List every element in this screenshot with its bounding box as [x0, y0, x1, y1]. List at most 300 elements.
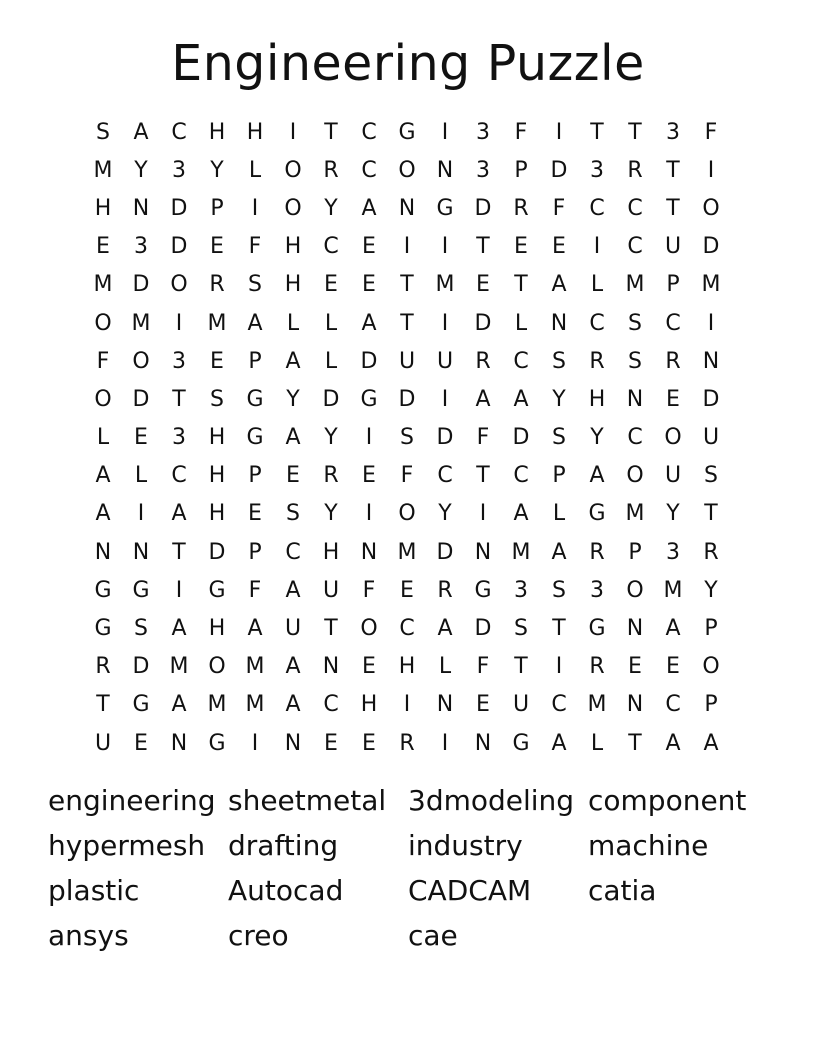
grid-letter: L	[552, 501, 566, 527]
grid-row	[84, 724, 730, 762]
search-word: machine	[588, 829, 709, 862]
grid-row	[84, 571, 730, 609]
grid-letter: G	[474, 577, 492, 603]
grid-letter: M	[625, 272, 645, 298]
grid-letter: M	[625, 501, 645, 527]
grid-letter: P	[628, 539, 642, 565]
grid-letter: A	[133, 119, 149, 145]
grid-letter: M	[701, 272, 721, 298]
grid-letter: O	[284, 157, 302, 183]
grid-letter: A	[361, 195, 377, 221]
grid-letter: E	[248, 501, 262, 527]
grid-letter: A	[285, 348, 301, 374]
search-word: CADCAM	[408, 874, 532, 907]
grid-letter: A	[703, 730, 719, 756]
grid-letter: O	[702, 654, 720, 680]
search-word: hypermesh	[48, 829, 206, 862]
grid-letter: C	[627, 425, 643, 451]
grid-letter: R	[627, 157, 643, 183]
grid-letter: C	[171, 463, 187, 489]
grid-letter: F	[362, 577, 376, 603]
grid-letter: E	[362, 654, 376, 680]
grid-letter: P	[514, 157, 528, 183]
grid-letter: S	[210, 386, 224, 412]
grid-letter: I	[137, 501, 145, 527]
grid-letter: G	[208, 730, 226, 756]
grid-letter: O	[132, 348, 150, 374]
grid-letter: E	[666, 386, 680, 412]
grid-letter: H	[322, 539, 340, 565]
grid-letter: P	[210, 195, 224, 221]
grid-letter: S	[514, 616, 528, 642]
grid-letter: Y	[438, 501, 452, 527]
grid-letter: T	[324, 616, 338, 642]
grid-letter: 3	[172, 157, 186, 183]
grid-letter: O	[664, 425, 682, 451]
grid-letter: T	[400, 272, 414, 298]
grid-letter: R	[589, 654, 605, 680]
grid-letter: E	[362, 463, 376, 489]
grid-letter: O	[284, 195, 302, 221]
grid-letter: M	[663, 577, 683, 603]
grid-letter: L	[438, 654, 452, 680]
grid-letter: C	[665, 692, 681, 718]
grid-letter: T	[172, 539, 186, 565]
grid-letter: D	[436, 539, 454, 565]
grid-letter: R	[209, 272, 225, 298]
grid-row	[84, 419, 730, 457]
grid-letter: A	[247, 616, 263, 642]
grid-letter: T	[628, 730, 642, 756]
grid-letter: Y	[324, 425, 338, 451]
grid-letter: D	[132, 654, 150, 680]
grid-row	[84, 266, 730, 304]
search-word: cae	[408, 919, 458, 952]
grid-letter: Y	[324, 501, 338, 527]
grid-letter: U	[436, 348, 454, 374]
grid-letter: N	[398, 195, 416, 221]
grid-letter: M	[131, 310, 151, 336]
grid-letter: D	[208, 539, 226, 565]
grid-letter: Y	[210, 157, 224, 183]
grid-letter: S	[552, 425, 566, 451]
grid-letter: C	[285, 539, 301, 565]
grid-letter: A	[171, 501, 187, 527]
grid-letter: I	[441, 386, 449, 412]
grid-letter: I	[175, 577, 183, 603]
grid-letter: N	[132, 195, 150, 221]
grid-row	[84, 113, 730, 151]
grid-letter: D	[360, 348, 378, 374]
grid-letter: T	[172, 386, 186, 412]
grid-letter: A	[285, 577, 301, 603]
search-word: industry	[408, 829, 523, 862]
grid-letter: Y	[324, 195, 338, 221]
grid-letter: G	[398, 119, 416, 145]
grid-letter: O	[398, 501, 416, 527]
grid-letter: R	[475, 348, 491, 374]
grid-letter: Y	[134, 157, 148, 183]
grid-letter: M	[169, 654, 189, 680]
grid-letter: R	[665, 348, 681, 374]
grid-letter: 3	[666, 119, 680, 145]
grid-letter: G	[132, 692, 150, 718]
grid-letter: N	[322, 654, 340, 680]
grid-letter: F	[248, 577, 262, 603]
grid-letter: M	[245, 692, 265, 718]
grid-letter: D	[512, 425, 530, 451]
grid-letter: N	[626, 692, 644, 718]
grid-letter: Y	[666, 501, 680, 527]
grid-letter: H	[284, 234, 302, 260]
grid-letter: P	[704, 616, 718, 642]
grid-letter: M	[207, 310, 227, 336]
grid-letter: D	[132, 272, 150, 298]
grid-letter: 3	[514, 577, 528, 603]
grid-letter: H	[208, 425, 226, 451]
grid-letter: G	[246, 425, 264, 451]
search-word: ansys	[48, 919, 129, 952]
search-word: creo	[228, 919, 289, 952]
grid-letter: H	[94, 195, 112, 221]
grid-letter: M	[511, 539, 531, 565]
grid-letter: F	[514, 119, 528, 145]
search-word: sheetmetal	[228, 784, 387, 817]
grid-letter: S	[552, 577, 566, 603]
grid-row	[84, 380, 730, 418]
grid-letter: R	[323, 157, 339, 183]
grid-letter: E	[134, 425, 148, 451]
grid-letter: E	[324, 272, 338, 298]
search-word: Autocad	[228, 874, 344, 907]
grid-letter: D	[550, 157, 568, 183]
grid-letter: D	[132, 386, 150, 412]
grid-letter: R	[703, 539, 719, 565]
grid-letter: G	[436, 195, 454, 221]
grid-row	[84, 609, 730, 647]
grid-letter: 3	[476, 119, 490, 145]
grid-letter: C	[323, 692, 339, 718]
grid-letter: O	[360, 616, 378, 642]
grid-letter: T	[96, 692, 110, 718]
grid-row	[84, 648, 730, 686]
grid-letter: A	[285, 654, 301, 680]
grid-letter: N	[360, 539, 378, 565]
grid-letter: O	[626, 463, 644, 489]
grid-letter: L	[96, 425, 110, 451]
grid-letter: M	[245, 654, 265, 680]
grid-letter: G	[94, 577, 112, 603]
grid-letter: H	[208, 463, 226, 489]
search-word: plastic	[48, 874, 140, 907]
grid-letter: I	[251, 730, 259, 756]
grid-letter: E	[96, 234, 110, 260]
grid-letter: G	[512, 730, 530, 756]
grid-letter: N	[474, 730, 492, 756]
word-list	[48, 778, 768, 958]
grid-letter: A	[513, 386, 529, 412]
grid-letter: M	[587, 692, 607, 718]
grid-letter: N	[170, 730, 188, 756]
grid-letter: Y	[286, 386, 300, 412]
grid-letter: F	[552, 195, 566, 221]
grid-letter: N	[550, 310, 568, 336]
grid-letter: C	[513, 348, 529, 374]
grid-letter: F	[704, 119, 718, 145]
grid-letter: L	[324, 348, 338, 374]
grid-letter: I	[251, 195, 259, 221]
grid-letter: S	[628, 310, 642, 336]
grid-letter: E	[476, 272, 490, 298]
grid-letter: R	[589, 539, 605, 565]
grid-letter: T	[514, 654, 528, 680]
grid-letter: T	[324, 119, 338, 145]
grid-letter: D	[170, 234, 188, 260]
grid-row	[84, 151, 730, 189]
grid-row	[84, 457, 730, 495]
grid-letter: Y	[704, 577, 718, 603]
grid-letter: C	[399, 616, 415, 642]
grid-letter: 3	[172, 348, 186, 374]
search-word: component	[588, 784, 747, 817]
grid-letter: N	[284, 730, 302, 756]
grid-letter: F	[248, 234, 262, 260]
grid-letter: E	[400, 577, 414, 603]
grid-letter: A	[285, 692, 301, 718]
grid-letter: A	[475, 386, 491, 412]
grid-letter: I	[441, 730, 449, 756]
grid-letter: G	[94, 616, 112, 642]
grid-letter: T	[628, 119, 642, 145]
grid-letter: L	[590, 272, 604, 298]
grid-letter: M	[207, 692, 227, 718]
grid-letter: 3	[172, 425, 186, 451]
grid-letter: H	[246, 119, 264, 145]
grid-letter: A	[551, 730, 567, 756]
grid-letter: E	[476, 692, 490, 718]
grid-letter: G	[246, 386, 264, 412]
grid-letter: D	[322, 386, 340, 412]
grid-letter: L	[514, 310, 528, 336]
grid-letter: R	[399, 730, 415, 756]
search-word: 3dmodeling	[408, 784, 575, 817]
grid-letter: I	[479, 501, 487, 527]
grid-letter: I	[555, 654, 563, 680]
grid-letter: S	[96, 119, 110, 145]
grid-letter: A	[361, 310, 377, 336]
grid-letter: G	[588, 616, 606, 642]
grid-letter: R	[437, 577, 453, 603]
grid-letter: T	[400, 310, 414, 336]
grid-letter: N	[702, 348, 720, 374]
grid-letter: G	[360, 386, 378, 412]
grid-letter: A	[551, 272, 567, 298]
grid-letter: T	[476, 234, 490, 260]
grid-letter: H	[588, 386, 606, 412]
grid-letter: A	[95, 501, 111, 527]
grid-letter: L	[248, 157, 262, 183]
grid-letter: L	[134, 463, 148, 489]
grid-letter: Y	[552, 386, 566, 412]
grid-letter: E	[210, 234, 224, 260]
grid-letter: A	[665, 616, 681, 642]
grid-letter: U	[284, 616, 302, 642]
grid-letter: I	[555, 119, 563, 145]
grid-letter: A	[551, 539, 567, 565]
grid-letter: R	[323, 463, 339, 489]
grid-letter: U	[94, 730, 112, 756]
grid-letter: A	[95, 463, 111, 489]
grid-letter: E	[362, 730, 376, 756]
grid-letter: S	[704, 463, 718, 489]
grid-letter: R	[589, 348, 605, 374]
grid-letter: T	[514, 272, 528, 298]
grid-letter: A	[285, 425, 301, 451]
grid-letter: 3	[666, 539, 680, 565]
grid-letter: E	[552, 234, 566, 260]
grid-letter: P	[666, 272, 680, 298]
grid-letter: I	[593, 234, 601, 260]
grid-letter: D	[398, 386, 416, 412]
grid-letter: S	[248, 272, 262, 298]
grid-letter: 3	[590, 157, 604, 183]
grid-letter: I	[175, 310, 183, 336]
grid-letter: A	[589, 463, 605, 489]
grid-letter: C	[513, 463, 529, 489]
grid-letter: T	[666, 157, 680, 183]
grid-letter: D	[702, 234, 720, 260]
grid-letter: S	[552, 348, 566, 374]
grid-letter: A	[437, 616, 453, 642]
grid-letter: D	[474, 310, 492, 336]
grid-letter: I	[441, 234, 449, 260]
grid-letter: E	[362, 272, 376, 298]
grid-letter: U	[702, 425, 720, 451]
grid-letter: U	[322, 577, 340, 603]
grid-letter: C	[437, 463, 453, 489]
grid-letter: H	[208, 501, 226, 527]
grid-letter: U	[512, 692, 530, 718]
search-word: drafting	[228, 829, 339, 862]
grid-letter: P	[704, 692, 718, 718]
grid-letter: E	[210, 348, 224, 374]
grid-letter: O	[208, 654, 226, 680]
grid-letter: C	[627, 195, 643, 221]
grid-letter: A	[171, 692, 187, 718]
grid-letter: M	[397, 539, 417, 565]
grid-letter: C	[361, 119, 377, 145]
grid-letter: F	[400, 463, 414, 489]
grid-letter: T	[552, 616, 566, 642]
grid-letter: Y	[590, 425, 604, 451]
grid-letter: O	[626, 577, 644, 603]
grid-letter: G	[208, 577, 226, 603]
grid-letter: A	[513, 501, 529, 527]
word-row	[48, 823, 768, 868]
grid-letter: U	[398, 348, 416, 374]
grid-letter: H	[284, 272, 302, 298]
grid-letter: 3	[134, 234, 148, 260]
grid-letter: O	[702, 195, 720, 221]
grid-letter: I	[707, 157, 715, 183]
grid-letter: L	[324, 310, 338, 336]
grid-letter: I	[365, 501, 373, 527]
grid-letter: M	[435, 272, 455, 298]
grid-row	[84, 686, 730, 724]
grid-letter: I	[441, 119, 449, 145]
grid-letter: M	[93, 272, 113, 298]
grid-letter: C	[589, 310, 605, 336]
grid-row	[84, 304, 730, 342]
grid-letter: H	[398, 654, 416, 680]
grid-letter: D	[436, 425, 454, 451]
grid-letter: U	[664, 234, 682, 260]
puzzle-title: Engineering Puzzle	[171, 35, 645, 92]
grid-letter: E	[362, 234, 376, 260]
grid-letter: E	[134, 730, 148, 756]
grid-letter: P	[248, 348, 262, 374]
grid-letter: C	[551, 692, 567, 718]
grid-letter: C	[323, 234, 339, 260]
grid-letter: N	[94, 539, 112, 565]
grid-letter: H	[360, 692, 378, 718]
grid-letter: C	[171, 119, 187, 145]
grid-letter: S	[628, 348, 642, 374]
grid-letter: N	[132, 539, 150, 565]
grid-letter: C	[589, 195, 605, 221]
grid-letter: L	[286, 310, 300, 336]
word-row	[48, 913, 768, 958]
grid-letter: A	[665, 730, 681, 756]
grid-letter: 3	[476, 157, 490, 183]
grid-letter: E	[666, 654, 680, 680]
grid-letter: O	[94, 310, 112, 336]
search-word: engineering	[48, 784, 216, 817]
grid-letter: E	[628, 654, 642, 680]
grid-letter: E	[286, 463, 300, 489]
grid-letter: U	[664, 463, 682, 489]
grid-row	[84, 342, 730, 380]
grid-letter: D	[702, 386, 720, 412]
grid-letter: 3	[590, 577, 604, 603]
grid-letter: S	[286, 501, 300, 527]
grid-letter: M	[93, 157, 113, 183]
grid-row	[84, 189, 730, 227]
grid-letter: F	[476, 425, 490, 451]
grid-letter: N	[626, 616, 644, 642]
grid-letter: R	[95, 654, 111, 680]
grid-letter: I	[403, 234, 411, 260]
grid-letter: T	[590, 119, 604, 145]
grid-letter: P	[552, 463, 566, 489]
grid-row	[84, 495, 730, 533]
grid-letter: E	[514, 234, 528, 260]
grid-letter: O	[94, 386, 112, 412]
grid-letter: T	[476, 463, 490, 489]
grid-letter: C	[361, 157, 377, 183]
search-word: catia	[588, 874, 657, 907]
grid-letter: A	[247, 310, 263, 336]
grid-letter: I	[707, 310, 715, 336]
grid-letter: F	[96, 348, 110, 374]
grid-letter: I	[289, 119, 297, 145]
grid-letter: L	[590, 730, 604, 756]
grid-letter: E	[324, 730, 338, 756]
word-row	[48, 868, 768, 913]
grid-letter: N	[436, 692, 454, 718]
grid-letter: S	[400, 425, 414, 451]
grid-letter: N	[474, 539, 492, 565]
